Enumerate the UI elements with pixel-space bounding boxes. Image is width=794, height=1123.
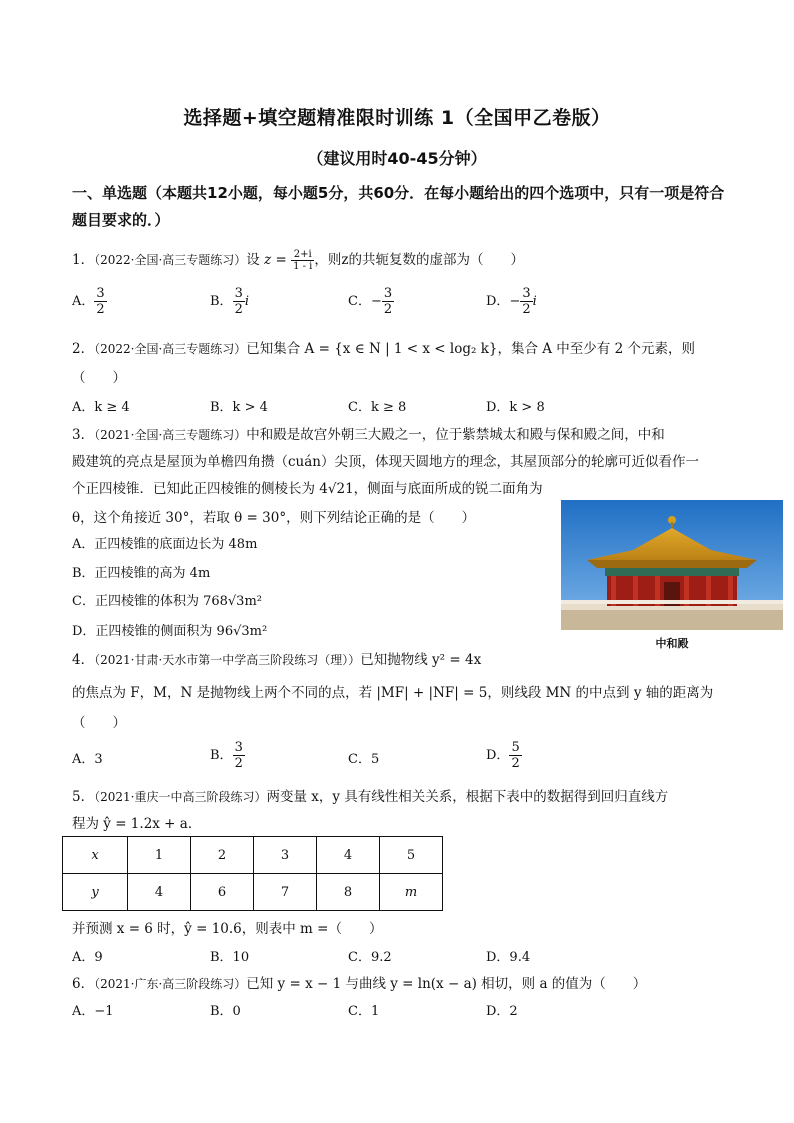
question-3-line: θ，这个角接近 30°，若取 θ = 30°，则下列结论正确的是（ ）	[72, 510, 476, 526]
question-5-line: 程为 ŷ = 1.2x + a．	[72, 816, 202, 832]
question-5-line: 并预测 x = 6 时，ŷ = 10.6，则表中 m =（ ）	[72, 921, 383, 937]
option-a[interactable]: A． $\frac{3}{2}$	[72, 286, 105, 317]
question-3: 3．（2021·全国·高三专题练习）中和殿是故宫外朝三大殿之一，位于紫禁城太和殿与保和殿之间，中和	[72, 427, 665, 443]
option-d[interactable]: D．正四棱锥的侧面积为 96√3m²	[72, 624, 268, 639]
question-4: 4．（2021·甘肃·天水市第一中学高三阶段练习（理））已知抛物线 y² = 4x	[72, 652, 482, 668]
option-c[interactable]: C．− $\frac{3}{2}$	[348, 286, 393, 317]
question-source: （2022·全国·高三专题练习）	[94, 253, 247, 267]
question-text: 设	[246, 252, 260, 268]
option-b[interactable]: B．正四棱锥的高为 4m	[72, 566, 211, 581]
question-4-line: 的焦点为 F，M，N 是抛物线上两个不同的点，若 |MF| + |NF| = 5，则线段 MN 的中点到 y 轴的距离为	[72, 685, 714, 701]
table-cell: m	[380, 874, 443, 911]
data-table	[62, 836, 443, 911]
option-a[interactable]: A．k ≥ 4	[72, 400, 130, 415]
option-c[interactable]: C．9.2	[348, 950, 392, 965]
page-subtitle: （建议用时40-45分钟）	[307, 149, 487, 168]
table-cell: 5	[380, 837, 443, 874]
question-2: 2．（2022·全国·高三专题练习）已知集合 A = {x ∈ N | 1 < x < log₂ k}，集合 A 中至少有 2 个元素，则	[72, 341, 695, 357]
option-b[interactable]: B．0	[210, 1004, 241, 1019]
table-row	[63, 874, 443, 911]
question-1	[72, 248, 524, 272]
question-3-line: 殿建筑的亮点是屋顶为单檐四角攒（cuán）尖顶，体现天圆地方的理念，其屋顶部分的轮廓可近似看作一	[72, 454, 699, 470]
question-4-paren: （ ）	[72, 715, 126, 731]
image-caption: 中和殿	[655, 637, 689, 650]
option-d[interactable]: D．− $\frac{3}{2}$ i	[486, 286, 537, 317]
expr: z =	[264, 252, 287, 268]
option-c[interactable]: C．k ≥ 8	[348, 400, 407, 415]
option-d[interactable]: D．k > 8	[486, 400, 545, 415]
option-d[interactable]: D．9.4	[486, 950, 531, 965]
question-3-line: 个正四棱锥．已知此正四棱锥的侧棱长为 4√21，侧面与底面所成的锐二面角为	[72, 481, 543, 497]
hall-image	[561, 500, 783, 630]
option-d[interactable]: D．2	[486, 1004, 518, 1019]
option-a[interactable]: A．−1	[72, 1004, 114, 1019]
question-text: ，则z的共轭复数的虚部为（ ）	[314, 252, 524, 268]
section-heading: 一、单选题（本题共12小题，每小题5分，共60分．在每小题给出的四个选项中，只有一项是符合题目要求的．）	[72, 184, 725, 229]
option-a[interactable]: A．3	[72, 752, 103, 767]
option-a[interactable]: A．9	[72, 950, 103, 965]
option-b[interactable]: B．10	[210, 950, 250, 965]
table-cell: 2	[191, 837, 254, 874]
table-cell: 8	[317, 874, 380, 911]
option-b[interactable]: B．k > 4	[210, 400, 268, 415]
option-c[interactable]: C．1	[348, 1004, 380, 1019]
option-b[interactable]: B． $\frac{3}{2}$ i	[210, 286, 250, 317]
page-title: 选择题+填空题精准限时训练 1（全国甲乙卷版）	[183, 107, 611, 129]
option-c[interactable]: C．5	[348, 752, 380, 767]
table-cell: y	[63, 874, 128, 911]
question-5: 5．（2021·重庆一中高三阶段练习）两变量 x，y 具有线性相关关系，根据下表中的数据得到回归直线方	[72, 789, 669, 805]
fraction: $\frac{2+i}{1 - i}$	[293, 249, 313, 272]
table-cell: 4	[128, 874, 191, 911]
question-6: 6．（2021·广东·高三阶段练习）已知 y = x − 1 与曲线 y = ln(x − a) 相切，则 a 的值为（ ）	[72, 976, 647, 992]
question-number: 1．	[72, 252, 95, 268]
table-row	[63, 837, 443, 874]
option-c[interactable]: C．正四棱锥的体积为 768√3m²	[72, 594, 262, 609]
table-cell: 4	[317, 837, 380, 874]
question-2-paren: （ ）	[72, 370, 126, 386]
table-cell: 7	[254, 874, 317, 911]
option-b[interactable]: B． $\frac{3}{2}$	[210, 740, 243, 771]
option-d[interactable]: D． $\frac{5}{2}$	[486, 740, 520, 771]
table-cell: 6	[191, 874, 254, 911]
option-a[interactable]: A．正四棱锥的底面边长为 48m	[72, 537, 258, 552]
table-cell: 3	[254, 837, 317, 874]
table-cell: x	[63, 837, 128, 874]
table-cell: 1	[128, 837, 191, 874]
